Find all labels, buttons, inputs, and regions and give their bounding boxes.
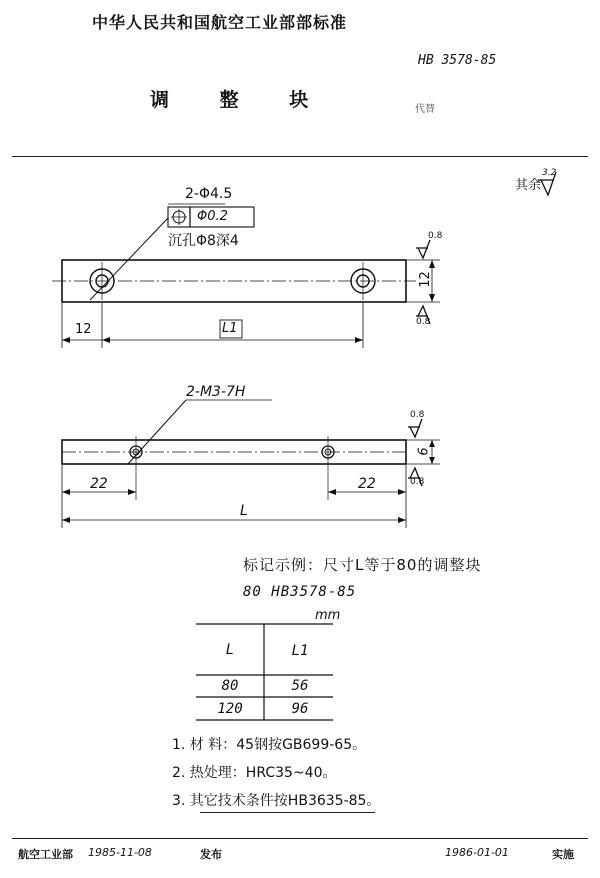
- replaces-label: 代替: [415, 104, 435, 115]
- hole-spec-label: 2-Φ4.5: [185, 186, 233, 202]
- side-rough-lower: 0.8: [410, 477, 425, 487]
- notes-underline: [200, 812, 375, 813]
- footer-issuer: 航空工业部: [18, 848, 73, 861]
- footer-effective-label: 实施: [552, 848, 574, 861]
- top-dim-left: 12: [75, 322, 92, 337]
- counterbore-spec: 沉孔Φ8深4: [168, 233, 239, 249]
- issuing-organization: 中华人民共和国航空工业部部标准: [92, 13, 348, 32]
- table-header-L: L: [225, 642, 235, 658]
- side-height-value: 6: [416, 447, 432, 456]
- general-roughness-value: 3.2: [542, 168, 557, 178]
- table-unit: mm: [315, 608, 341, 623]
- table-cell: 120: [217, 701, 243, 717]
- side-dim-right: 22: [358, 476, 376, 492]
- position-tolerance-value: Φ0.2: [197, 209, 228, 224]
- footer-divider: [12, 838, 588, 839]
- side-dim-L: L: [240, 503, 248, 519]
- top-height-value: 12: [417, 271, 433, 288]
- footer-issue-date: 1985-11-08: [88, 846, 152, 859]
- thread-spec-label: 2-M3-7H: [186, 384, 246, 400]
- side-dim-left: 22: [90, 476, 108, 492]
- table-cell: 56: [291, 678, 309, 694]
- side-rough-upper: 0.8: [410, 410, 425, 420]
- table-cell: 80: [221, 678, 239, 694]
- top-rough-upper: 0.8: [428, 231, 443, 241]
- note-material: 1. 材 料：45钢按GB699-65。: [172, 737, 367, 753]
- general-roughness-note: 其余: [515, 178, 542, 193]
- thread-leader: [128, 400, 186, 464]
- general-roughness-symbol: [541, 172, 556, 195]
- top-dim-L1: L1: [222, 321, 238, 336]
- footer-effective-date: 1986-01-01: [445, 846, 509, 859]
- marking-example-text: 标记示例：尺寸L等于80的调整块: [243, 556, 482, 574]
- top-rough-lower: 0.8: [416, 317, 431, 327]
- footer-issue-label: 发布: [200, 848, 222, 861]
- note-heat-treatment: 2. 热处理：HRC35~40。: [172, 765, 337, 781]
- note-other-conditions: 3. 其它技术条件按HB3635-85。: [172, 793, 381, 809]
- table-cell: 96: [291, 701, 309, 717]
- table-header-L1: L1: [291, 643, 309, 659]
- marking-example-code: 80 HB3578-85: [243, 584, 357, 600]
- hole-leader: [90, 218, 168, 300]
- document-title: 调 整 块: [150, 89, 331, 111]
- standard-number: HB 3578-85: [418, 53, 497, 68]
